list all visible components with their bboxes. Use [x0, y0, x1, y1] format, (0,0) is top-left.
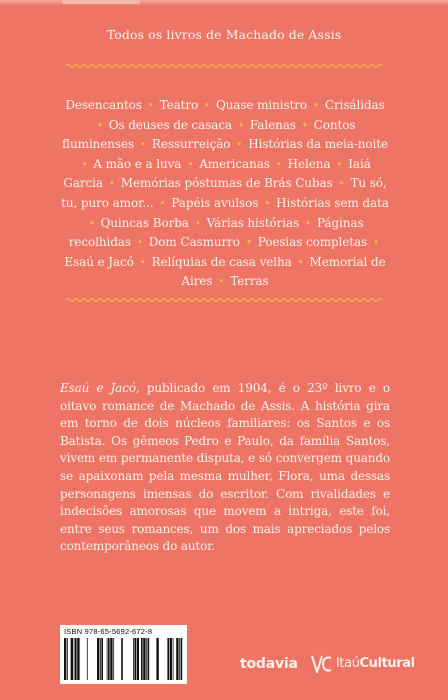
book-title: Contos fluminenses: [61, 117, 356, 152]
separator-dot-icon: •: [372, 236, 380, 250]
book-title: A mão e a luva: [93, 156, 182, 171]
book-title: Dom Casmurro: [148, 235, 240, 250]
top-edge-cut: [62, 0, 140, 4]
sponsor-suffix: Cultural: [359, 656, 415, 671]
collection-heading: Todos os livros de Machado de Assis: [106, 27, 342, 42]
book-title: Americanas: [199, 156, 270, 171]
separator-dot-icon: •: [304, 216, 312, 230]
blurb-body: , publicado em 1904, é o 23º livro e o oitavo romance de Machado de Assis. A história gira em torno de dois núcleos familiares: os Santos e os Batista. Os gêmeos Pedro e Paulo, da família Santos, vivem em permanente disputa, e só convergem quando se apaixonam pela mesma mulher, Flora, uma dessas personagens imensas do escritor. Com rivalidades e indecisões amorosas que movem a intriga, este foi, entre seus romances, um dos mais apreciados pelos contemporâneos do autor.: [60, 381, 391, 554]
book-title: Memorial de Aires: [181, 254, 386, 289]
book-title: Memórias póstumas de Brás Cubas: [120, 176, 333, 191]
wavy-line-icon: [66, 296, 382, 304]
book-title: Quase ministro: [215, 98, 308, 112]
book-title: Quincas Borba: [100, 215, 189, 230]
book-title: Teatro: [159, 98, 199, 112]
barcode-bars: [64, 638, 183, 680]
publisher-logo: todavia: [240, 656, 298, 672]
separator-dot-icon: •: [203, 99, 211, 112]
book-title: Papéis avulsos: [171, 195, 259, 210]
separator-dot-icon: •: [237, 118, 245, 132]
separator-dot-icon: •: [236, 138, 243, 152]
book-title: Desencantos: [65, 98, 142, 112]
separator-dot-icon: •: [264, 196, 271, 210]
book-title: Os deuses de casaca: [108, 117, 233, 132]
book-title: Terras: [230, 274, 269, 289]
book-title: Iaiá Garcia: [63, 156, 371, 191]
separator-dot-icon: •: [218, 275, 225, 289]
separator-dot-icon: •: [96, 118, 103, 132]
book-title: Histórias sem data: [276, 195, 389, 210]
isbn-label: ISBN 978-65-5692-672-8: [64, 627, 153, 636]
book-title: Relíquias de casa velha: [151, 254, 292, 269]
sponsor-prefix: Itaú: [336, 656, 360, 671]
separator-dot-icon: •: [139, 255, 146, 269]
book-title: Esaú e Jacó: [64, 254, 134, 269]
separator-dot-icon: •: [88, 216, 95, 230]
separator-dot-icon: •: [147, 99, 154, 112]
separator-dot-icon: •: [136, 236, 144, 250]
separator-dot-icon: •: [336, 157, 343, 171]
barcode: [60, 625, 187, 684]
separator-dot-icon: •: [301, 118, 308, 132]
top-edge-strip: [0, 0, 448, 6]
book-title: Poesias completas: [257, 235, 368, 250]
separator-dot-icon: •: [139, 138, 147, 152]
separator-dot-icon: •: [81, 157, 88, 171]
wavy-line-icon: [66, 62, 382, 70]
book-blurb: [60, 380, 390, 556]
book-title: Histórias da meia-noite: [248, 137, 389, 152]
separator-dot-icon: •: [108, 177, 116, 191]
book-title: Ressurreição: [151, 137, 231, 152]
separator-dot-icon: •: [275, 157, 282, 171]
book-title: Várias histórias: [206, 215, 300, 230]
book-list: [60, 96, 390, 292]
separator-dot-icon: •: [187, 157, 194, 171]
separator-dot-icon: •: [312, 99, 320, 112]
sponsor-logo: [336, 656, 415, 671]
book-title: Tu só, tu, puro amor...: [61, 176, 387, 210]
book-title: Helena: [287, 156, 331, 171]
separator-dot-icon: •: [338, 177, 345, 191]
book-title: Falenas: [249, 117, 296, 132]
separator-dot-icon: •: [194, 216, 201, 230]
separator-dot-icon: •: [297, 255, 304, 269]
separator-dot-icon: •: [159, 196, 166, 210]
book-title: Páginas recolhidas: [68, 215, 364, 250]
itau-cultural-mark-icon: [311, 655, 333, 673]
separator-dot-icon: •: [245, 236, 252, 250]
book-title: Crisálidas: [324, 98, 385, 112]
blurb-title: Esaú e Jacó: [60, 381, 136, 395]
